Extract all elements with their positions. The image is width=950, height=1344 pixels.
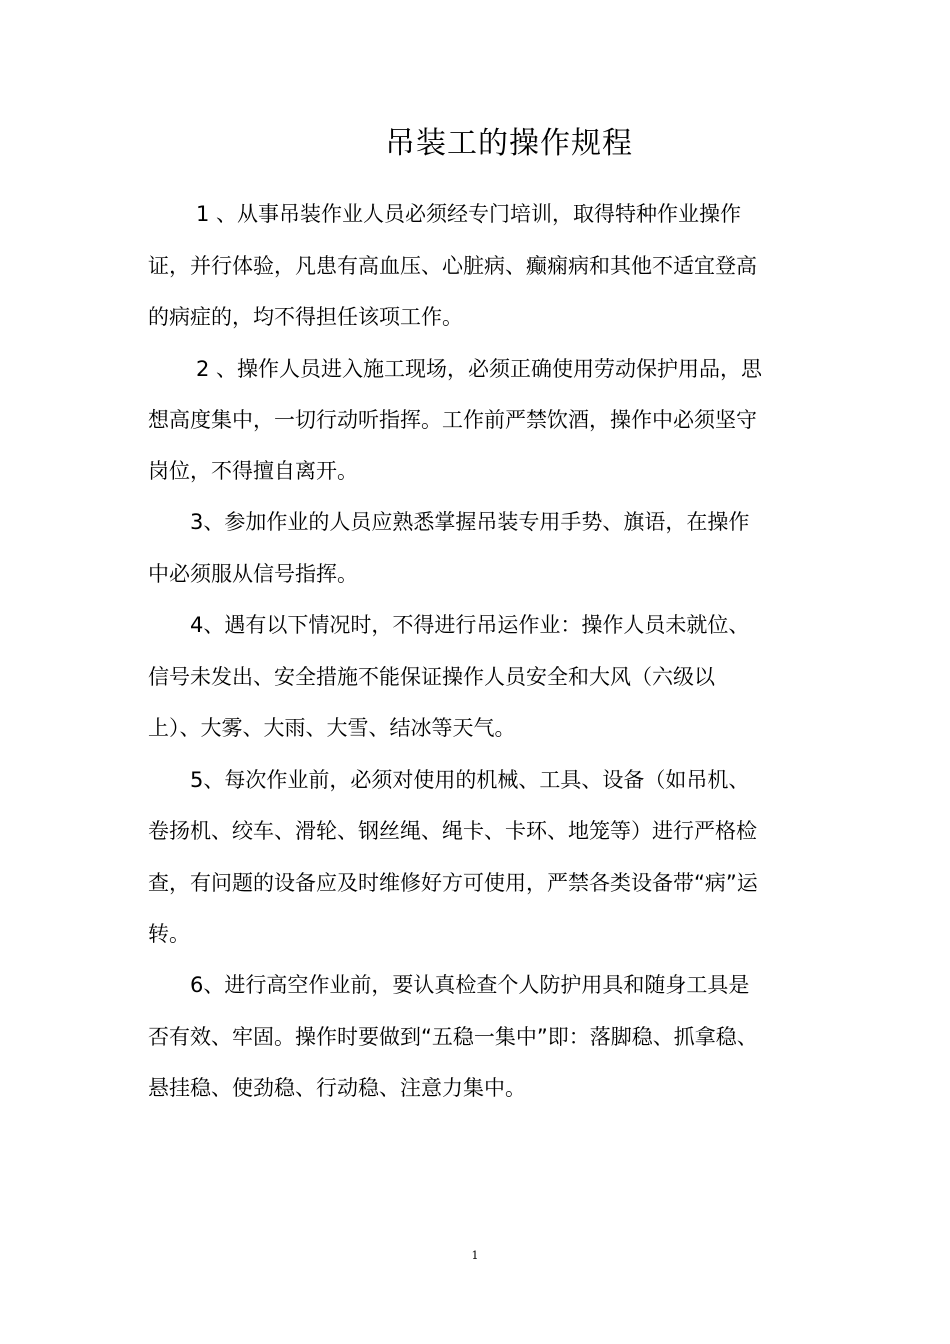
paragraph-3-line-1: 3、参加作业的人员应熟悉掌握吊装专用手势、旗语，在操作 (190, 510, 750, 534)
paragraph-6-line-1: 6、进行高空作业前，要认真检查个人防护用具和随身工具是 (190, 973, 750, 997)
paragraph-2-line-3: 岗位，不得擅自离开。 (148, 459, 358, 483)
paragraph-6-line-3: 悬挂稳、使劲稳、行动稳、注意力集中。 (148, 1076, 526, 1100)
paragraph-5-line-1: 5、每次作业前，必须对使用的机械、工具、设备（如吊机、 (190, 768, 750, 792)
paragraph-6-line-2: 否有效、牢固。操作时要做到“五稳一集中”即：落脚稳、抓拿稳、 (148, 1025, 758, 1049)
paragraph-5-line-2: 卷扬机、绞车、滑轮、钢丝绳、绳卡、卡环、地笼等）进行严格检 (148, 819, 757, 843)
paragraph-4-line-1: 4、遇有以下情况时，不得进行吊运作业：操作人员未就位、 (190, 613, 750, 637)
paragraph-1-line-1: 1 、从事吊装作业人员必须经专门培训，取得特种作业操作 (196, 202, 742, 226)
paragraph-4-line-3: 上）、大雾、大雨、大雪、结冰等天气。 (148, 716, 516, 740)
paragraph-1-line-2: 证，并行体验，凡患有高血压、心脏病、癫痫病和其他不适宜登高 (148, 254, 757, 278)
paragraph-2-line-2: 想高度集中，一切行动听指挥。工作前严禁饮酒，操作中必须坚守 (148, 408, 757, 432)
page-number: 1 (471, 1249, 479, 1262)
page-title: 吊装工的操作规程 (385, 126, 633, 161)
paragraph-1-line-3: 的病症的，均不得担任该项工作。 (148, 305, 463, 329)
paragraph-2-line-1: 2 、操作人员进入施工现场，必须正确使用劳动保护用品，思 (196, 357, 763, 381)
paragraph-5-line-3: 查，有问题的设备应及时维修好方可使用，严禁各类设备带“病”运 (148, 871, 758, 895)
paragraph-4-line-2: 信号未发出、安全措施不能保证操作人员安全和大风（六级以 (148, 665, 715, 689)
paragraph-3-line-2: 中必须服从信号指挥。 (148, 562, 358, 586)
paragraph-5-line-4: 转。 (148, 922, 190, 946)
